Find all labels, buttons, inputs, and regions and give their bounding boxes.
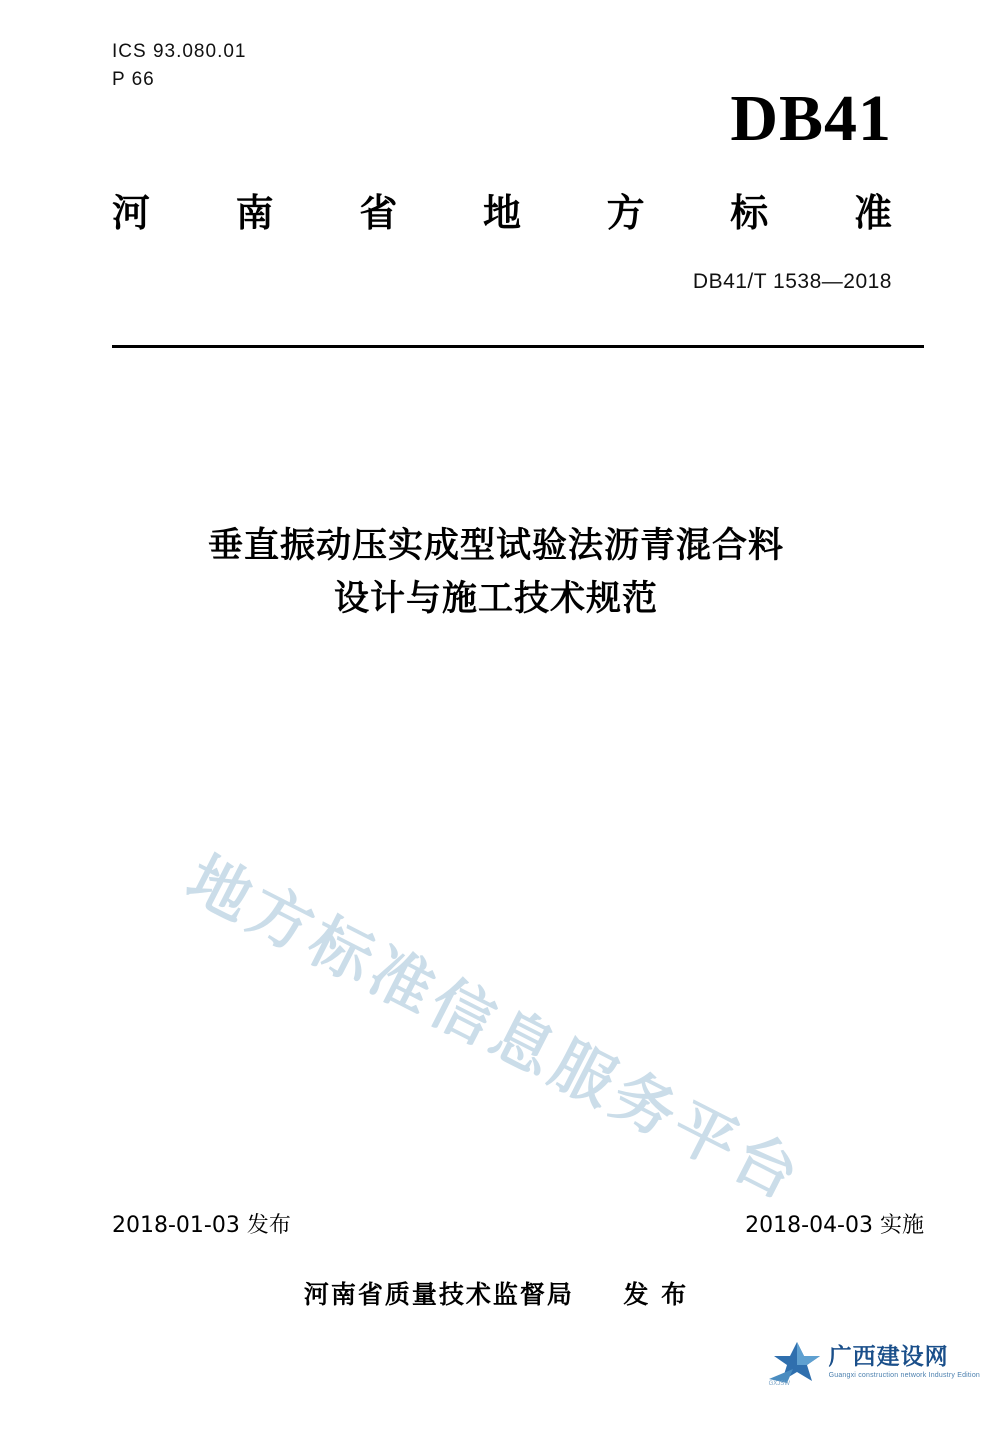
- standard-type-char-3: 地: [482, 191, 521, 235]
- standard-number: DB41/T 1538—2018: [692, 270, 892, 293]
- ics-code: ICS 93.080.01: [112, 41, 247, 62]
- publisher-line: [0, 1275, 992, 1311]
- publisher-name: 河南省质量技术监督局: [303, 1280, 574, 1309]
- ccs-code: P 66: [112, 68, 155, 90]
- issue-date: 2018-01-03 发布: [112, 1213, 291, 1238]
- ics-classification: [112, 38, 246, 93]
- effective-date: 2018-04-03 实施: [745, 1213, 924, 1238]
- standard-type-char-5: 标: [730, 191, 769, 235]
- series-mark: DB41: [730, 82, 892, 155]
- page-title-line-2: 设计与施工技术规范: [333, 578, 658, 619]
- standard-type-char-4: 方: [606, 191, 645, 235]
- site-logo-name-en: Guangxi construction network Industry Edition: [828, 1371, 980, 1379]
- site-logo-text: [829, 1345, 980, 1380]
- date-row: [112, 1208, 924, 1239]
- page-title-line-1: 垂直振动压实成型试验法沥青混合料: [207, 526, 784, 566]
- site-logo-name-cn: 广西建设网: [828, 1343, 949, 1370]
- standard-type-char-6: 准: [853, 191, 892, 235]
- standard-type-heading: [112, 182, 892, 237]
- watermark-text: 地方标准信息服务平台: [175, 841, 815, 1216]
- standard-type-char-2: 省: [359, 191, 398, 235]
- logo-mini-text: GXJSW: [768, 1381, 790, 1387]
- header-divider: [112, 345, 924, 348]
- site-logo: [767, 1339, 980, 1385]
- standard-type-char-0: 河: [112, 191, 151, 235]
- publish-verb: 发 布: [623, 1280, 689, 1309]
- standard-type-char-1: 南: [235, 191, 274, 235]
- star-icon: [767, 1339, 823, 1385]
- page-title: [0, 520, 992, 625]
